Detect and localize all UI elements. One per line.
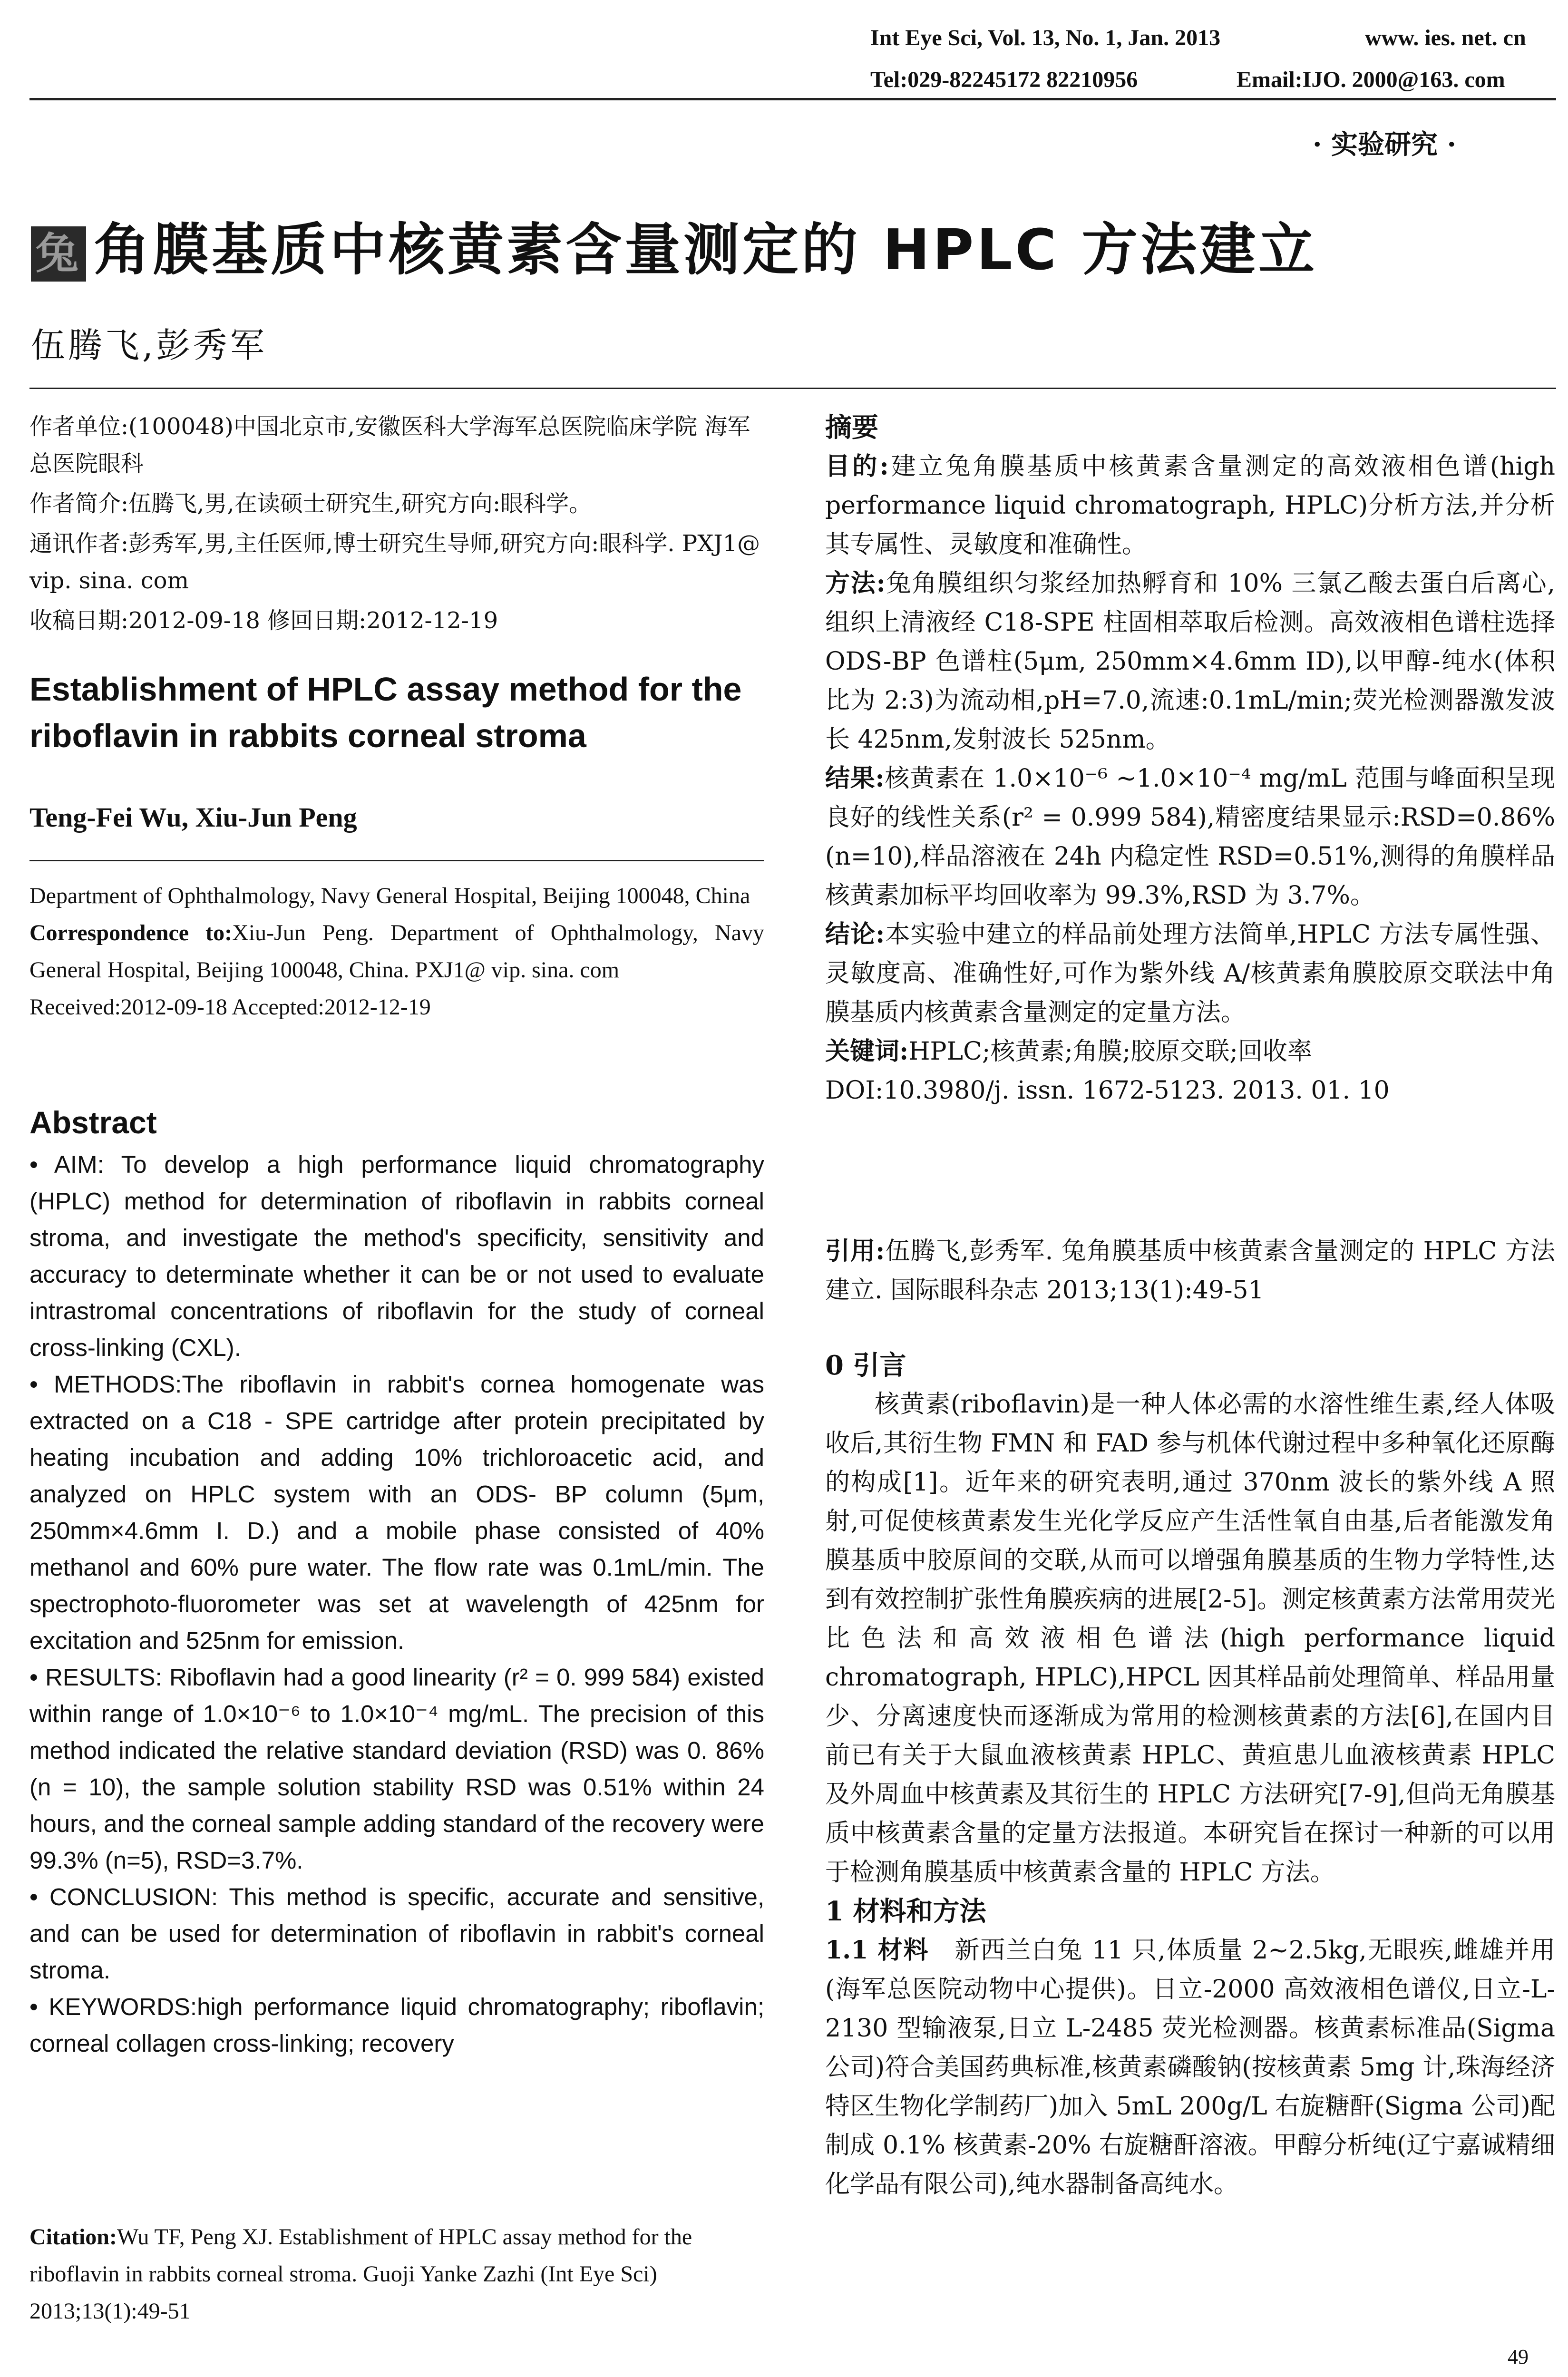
article-title	[31, 205, 1317, 285]
citation-label: Citation:	[29, 2224, 117, 2250]
english-title: Establishment of HPLC assay method for the riboflavin in rabbits corneal stroma	[29, 671, 742, 754]
chinese-abstract	[825, 408, 1555, 1110]
authors-cn: 伍腾飞,彭秀军	[31, 325, 267, 365]
author-info	[29, 408, 764, 642]
intro-text: 核黄素(riboflavin)是一种人体必需的水溶性维生素,经人体吸收后,其衍生物 FMN 和 FAD 参与机体代谢过程中多种氧化还原酶的构成[1]。近年来的研究表明,通过 370nm 波长的紫外线 A 照射,可促使核黄素发生光化学反应产生活性氧自由基,后者能激发角膜基质中胶原间的交联,从而可以增强角膜基质的生物力学特性,达到有效控制扩张性角膜疾病的进展[2-5]。测定核黄素方法常用荧光比色法和高效液相色谱法(high performance liquid chromatograph, HPLC),HPCL 因其样品前处理简单、样品用量少、分离速度快而逐渐成为常用的检测核黄素的方法[6],在国内目前已有关于大鼠血液核黄素 HPLC、黄疸患儿血液核黄素 HPLC 及外周血中核黄素及其衍生的 HPLC 方法研究[7-9],但尚无角膜基质中核黄素含量的定量方法报道。本研究旨在探讨一种新的可以用于检测角膜基质中核黄素含量的 HPLC 方法。	[825, 1390, 1555, 1887]
abstract-methods: • METHODS:The riboflavin in rabbit's cornea homogenate was extracted on a C18 - SPE cartridge after protein precipitated by heating incubation and adding 10% trichloroacetic acid, and analyzed on HPLC system with an ODS- BP column (5μm, 250mm×4.6mm I. D.) and a mobile phase consisted of 40% methanol and 60% pure water. The flow rate was 0.1mL/min. The spectrophoto-fluorometer was set at wavelength of 425nm for excitation and 525nm for emission.	[29, 1371, 764, 1654]
abstract-aim: • AIM: To develop a high performance liquid chromatography (HPLC) method for determination of riboflavin in rabbits corneal stroma, and investigate the method's specificity, sensitivity and accuracy to determinate whether it can be or not used to evaluate intrastromal concentrations of riboflavin for the study of corneal cross-linking (CXL).	[29, 1151, 764, 1361]
materials-sub-label: 1.1 材料	[825, 1936, 929, 1965]
zh-methods	[825, 564, 1555, 759]
correspondence-text: Xiu-Jun Peng. Department of Ophthalmology, Navy General Hospital, Beijing 100048, China. PXJ1@ vip. sina. com	[29, 920, 764, 983]
english-affiliation	[29, 877, 764, 1026]
zh-citation-label: 引用:	[825, 1237, 885, 1266]
zh-aim-label: 目的:	[825, 452, 889, 481]
zh-aim	[825, 447, 1555, 564]
materials-heading: 1 材料和方法	[825, 1896, 986, 1927]
abstract-keywords: • KEYWORDS:high performance liquid chromatography; riboflavin; corneal collagen cross-linking; recovery	[29, 1993, 764, 2057]
abstract-conclusion: • CONCLUSION: This method is specific, accurate and sensitive, and can be used for determination of riboflavin in rabbit's corneal stroma.	[29, 1883, 764, 1984]
abstract-results: • RESULTS: Riboflavin had a good linearity (r² = 0. 999 584) existed within range of 1.0×10⁻⁶ to 1.0×10⁻⁴ mg/mL. The precision of this method indicated the relative standard deviation (RSD) was 0. 86% (n = 10), the sample solution stability RSD was 0.51% within 24 hours, and the corneal sample adding standard of the recovery were 99.3% (n=5), RSD=3.7%.	[29, 1664, 764, 1874]
zh-keywords-label: 关键词:	[825, 1037, 909, 1066]
department: Department of Ophthalmology, Navy General Hospital, Beijing 100048, China	[29, 883, 750, 908]
corresponding-author: 通讯作者:彭秀军,男,主任医师,博士研究生导师,研究方向:眼科学. PXJ1@ vip. sina. com	[29, 530, 760, 594]
title-badge: 兔	[31, 226, 86, 282]
received-dates: 收稿日期:2012-09-18 修回日期:2012-12-19	[29, 607, 498, 634]
author-bio: 作者简介:伍腾飞,男,在读硕士研究生,研究方向:眼科学。	[29, 490, 592, 517]
zh-conclusion-text: 本实验中建立的样品前处理方法简单,HPLC 方法专属性强、灵敏度高、准确性好,可作为紫外线 A/核黄素角膜胶原交联法中角膜基质内核黄素含量测定的定量方法。	[825, 920, 1555, 1027]
zh-keywords-text: HPLC;核黄素;角膜;胶原交联;回收率	[908, 1037, 1312, 1066]
english-rule	[29, 860, 764, 861]
journal-website: www. ies. net. cn	[1365, 25, 1526, 50]
zh-conclusion-label: 结论:	[825, 920, 885, 949]
correspondence-label: Correspondence to:	[29, 920, 233, 945]
section-tag: · 实验研究 ·	[1313, 129, 1456, 160]
title-rule	[29, 388, 1556, 389]
zh-doi: DOI:10.3980/j. issn. 1672-5123. 2013. 01. 10	[825, 1076, 1390, 1105]
materials-text	[825, 1931, 1555, 2204]
correspondence	[29, 915, 764, 989]
zh-results-text: 核黄素在 1.0×10⁻⁶ ~1.0×10⁻⁴ mg/mL 范围与峰面积呈现良好的线性关系(r² = 0.999 584),精密度结果显示:RSD=0.86% (n=10),样品溶液在 24h 内稳定性 RSD=0.51%,测得的角膜样品核黄素加标平均回收率为 99.3%,RSD 为 3.7%。	[825, 764, 1555, 910]
english-authors: Teng-Fei Wu, Xiu-Jun Peng	[29, 802, 357, 833]
received-accepted: Received:2012-09-18 Accepted:2012-12-19	[29, 994, 431, 1020]
citation	[29, 2219, 764, 2330]
zh-citation-text: 伍腾飞,彭秀军. 兔角膜基质中核黄素含量测定的 HPLC 方法建立. 国际眼科杂志 2013;13(1):49-51	[825, 1237, 1555, 1305]
journal-tel: Tel:029-82245172 82210956	[870, 67, 1138, 92]
title-text: 角膜基质中核黄素含量测定的 HPLC 方法建立	[94, 217, 1318, 283]
introduction	[825, 1346, 1555, 2204]
zh-citation	[825, 1232, 1555, 1310]
citation-text: Wu TF, Peng XJ. Establishment of HPLC assay method for the riboflavin in rabbits corneal stroma. Guoji Yanke Zazhi (Int Eye Sci) 2013;13(1):49-51	[29, 2224, 692, 2324]
zh-abstract-heading: 摘要	[825, 412, 878, 443]
zh-results-label: 结果:	[825, 764, 885, 793]
header-rule	[29, 98, 1556, 100]
page-number: 49	[1508, 2345, 1529, 2368]
abstract-heading: Abstract	[29, 1105, 157, 1140]
zh-aim-text: 建立兔角膜基质中核黄素含量测定的高效液相色谱(high performance liquid chromatograph, HPLC)分析方法,并分析其专属性、灵敏度和准确性。	[825, 452, 1556, 559]
zh-methods-text: 兔角膜组织匀浆经加热孵育和 10% 三氯乙酸去蛋白后离心,组织上清液经 C18-SPE 柱固相萃取后检测。高效液相色谱柱选择 ODS-BP 色谱柱(5μm, 250mm×4.6mm ID),以甲醇-纯水(体积比为 2:3)为流动相,pH=7.0,流速:0.1mL/min;荧光检测器激发波长 425nm,发射波长 525nm。	[825, 569, 1555, 754]
zh-keywords	[825, 1032, 1555, 1071]
zh-conclusion	[825, 915, 1555, 1032]
author-affiliation: 作者单位:(100048)中国北京市,安徽医科大学海军总医院临床学院 海军总医院眼科	[29, 413, 750, 477]
materials-body: 新西兰白兔 11 只,体质量 2~2.5kg,无眼疾,雌雄并用(海军总医院动物中心提供)。日立-2000 高效液相色谱仪,日立-L-2130 型输液泵,日立 L-2485 荧光检测器。核黄素标准品(Sigma 公司)符合美国药典标准,核黄素磷酸钠(按核黄素 5mg 计,珠海经济特区生物化学制药厂)加入 5mL 200g/L 右旋糖酐(Sigma 公司)配制成 0.1% 核黄素-20% 右旋糖酐溶液。甲醇分析纯(辽宁嘉诚精细化学品有限公司),纯水器制备高纯水。	[825, 1936, 1555, 2199]
zh-results	[825, 759, 1555, 915]
journal-email: Email:IJO. 2000@163. com	[1237, 67, 1505, 92]
journal-info: Int Eye Sci, Vol. 13, No. 1, Jan. 2013	[870, 25, 1221, 50]
zh-methods-label: 方法:	[825, 569, 886, 598]
intro-heading: 0 引言	[825, 1350, 906, 1381]
abstract-body	[29, 1146, 764, 2062]
